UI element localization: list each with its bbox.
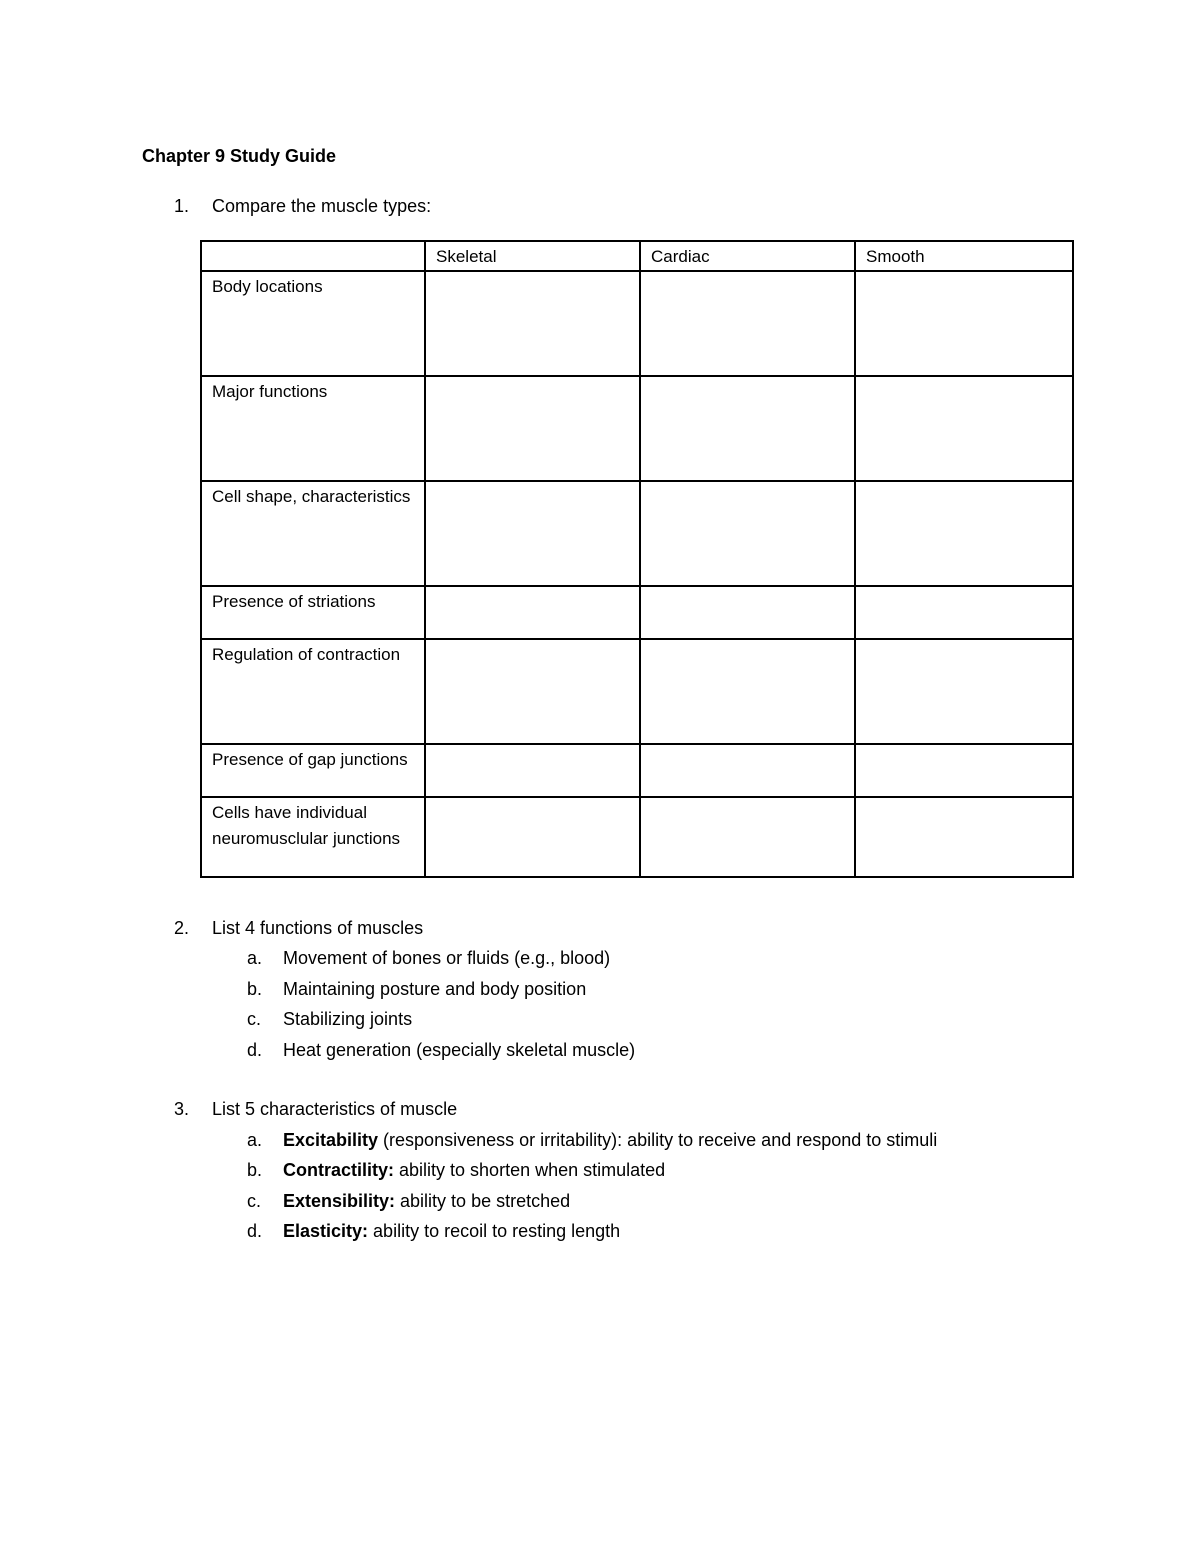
question-text: List 4 functions of muscles — [212, 918, 424, 938]
row-label: Cells have individual neuromusclular junctions — [201, 797, 425, 877]
muscle-comparison-table — [200, 240, 1074, 878]
term: Excitability — [283, 1130, 379, 1150]
list-item-text — [283, 1189, 570, 1213]
table-cell[interactable] — [425, 639, 640, 744]
list-item-letter: c. — [247, 1009, 262, 1029]
question-number: 2. — [174, 918, 190, 938]
table-cell[interactable] — [640, 481, 855, 586]
table-cell[interactable] — [855, 797, 1073, 877]
list-item-letter: b. — [247, 1160, 263, 1180]
row-label: Regulation of contraction — [201, 639, 425, 744]
list-item-letter: a. — [247, 948, 263, 968]
table-cell[interactable] — [855, 271, 1073, 376]
table-cell[interactable] — [640, 744, 855, 797]
question-text: Compare the muscle types: — [212, 196, 432, 216]
term: Elasticity: — [283, 1221, 369, 1241]
list-item-text: Maintaining posture and body position — [283, 979, 587, 999]
definition: ability to recoil to resting length — [368, 1221, 621, 1241]
table-cell[interactable] — [640, 271, 855, 376]
table-header-cell: Skeletal — [425, 241, 640, 271]
table-cell[interactable] — [855, 586, 1073, 639]
question-text: List 5 characteristics of muscle — [212, 1099, 458, 1119]
list-item-letter: a. — [247, 1130, 263, 1150]
table-row — [201, 376, 1073, 481]
list-item-text — [283, 1219, 620, 1243]
table-cell[interactable] — [640, 376, 855, 481]
table-cell[interactable] — [640, 586, 855, 639]
table-header-cell: Smooth — [855, 241, 1073, 271]
table-cell[interactable] — [425, 744, 640, 797]
table-cell[interactable] — [425, 586, 640, 639]
question-number: 1. — [174, 196, 190, 216]
table-cell[interactable] — [855, 744, 1073, 797]
row-label: Presence of striations — [201, 586, 425, 639]
list-item-letter: b. — [247, 979, 263, 999]
row-label: Major functions — [201, 376, 425, 481]
definition: ability to shorten when stimulated — [394, 1160, 666, 1180]
document-title: Chapter 9 Study Guide — [142, 146, 337, 166]
table-cell[interactable] — [855, 481, 1073, 586]
table-row — [201, 586, 1073, 639]
list-item-text: Stabilizing joints — [283, 1009, 413, 1029]
table-cell[interactable] — [640, 639, 855, 744]
table-row — [201, 744, 1073, 797]
definition: (responsiveness or irritability): ability to receive and respond to stimuli — [378, 1130, 938, 1150]
table-cell[interactable] — [640, 797, 855, 877]
row-label: Presence of gap junctions — [201, 744, 425, 797]
list-item-text — [283, 1158, 665, 1182]
table-cell[interactable] — [425, 797, 640, 877]
list-item-text: Heat generation (especially skeletal muscle) — [283, 1040, 636, 1060]
row-label: Cell shape, characteristics — [201, 481, 425, 586]
table-cell[interactable] — [425, 376, 640, 481]
term: Extensibility: — [283, 1191, 396, 1211]
row-label: Body locations — [201, 271, 425, 376]
table-header-cell — [201, 241, 425, 271]
table-row — [201, 481, 1073, 586]
table-header-row — [201, 241, 1073, 271]
table-cell[interactable] — [855, 376, 1073, 481]
table-row — [201, 271, 1073, 376]
list-item-letter: c. — [247, 1191, 262, 1211]
definition: ability to be stretched — [395, 1191, 571, 1211]
table-cell[interactable] — [425, 481, 640, 586]
term: Contractility: — [283, 1160, 395, 1180]
table-header-cell: Cardiac — [640, 241, 855, 271]
table-row — [201, 639, 1073, 744]
table-cell[interactable] — [425, 271, 640, 376]
list-item-letter: d. — [247, 1040, 263, 1060]
table-cell[interactable] — [855, 639, 1073, 744]
list-item-letter: d. — [247, 1221, 263, 1241]
list-item-text: Movement of bones or fluids (e.g., blood) — [283, 948, 611, 968]
table-row — [201, 797, 1073, 877]
question-number: 3. — [174, 1099, 190, 1119]
list-item-text — [283, 1128, 937, 1152]
